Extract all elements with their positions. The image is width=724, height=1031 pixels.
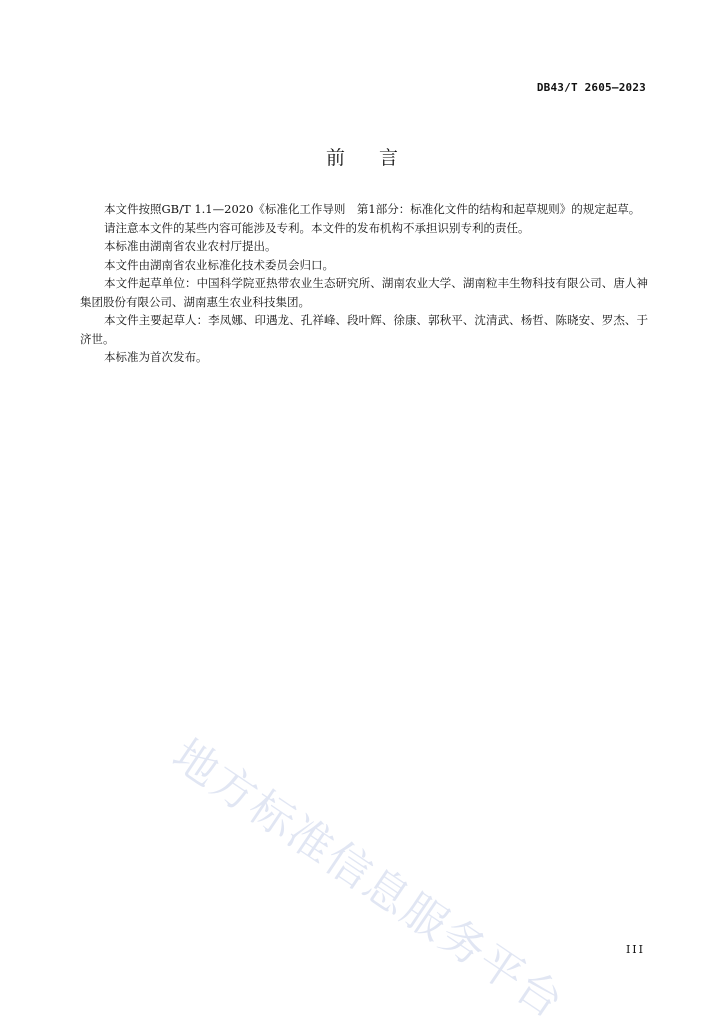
paragraph-drafting-units: 本文件起草单位：中国科学院亚热带农业生态研究所、湖南农业大学、湖南粒丰生物科技有限公司、唐人神集团股份有限公司、湖南惠生农业科技集团。 [80, 276, 648, 309]
paragraph-technical-committee: 本文件由湖南省农业标准化技术委员会归口。 [104, 257, 334, 272]
page-title: 前言 [325, 147, 432, 169]
page-number: III [625, 943, 645, 956]
document-code: DB43/T 2605—2023 [536, 81, 646, 94]
preface-body [80, 200, 648, 367]
paragraph-drafters: 本文件主要起草人：李凤娜、印遇龙、孔祥峰、段叶辉、徐康、郭秋平、沈清武、杨哲、陈晓安、罗杰、于济世。 [80, 313, 648, 346]
paragraph-drafting-rules: 本文件按照GB/T 1.1—2020《标准化工作导则 第1部分：标准化文件的结构和起草规则》的规定起草。 [104, 202, 641, 216]
paragraph-proposer: 本标准由湖南省农业农村厅提出。 [104, 239, 277, 253]
paragraph-first-release: 本标准为首次发布。 [104, 350, 208, 364]
paragraph-patent-notice: 请注意本文件的某些内容可能涉及专利。本文件的发布机构不承担识别专利的责任。 [104, 220, 530, 235]
watermark: 地方标准信息服务平台 [163, 729, 574, 1030]
